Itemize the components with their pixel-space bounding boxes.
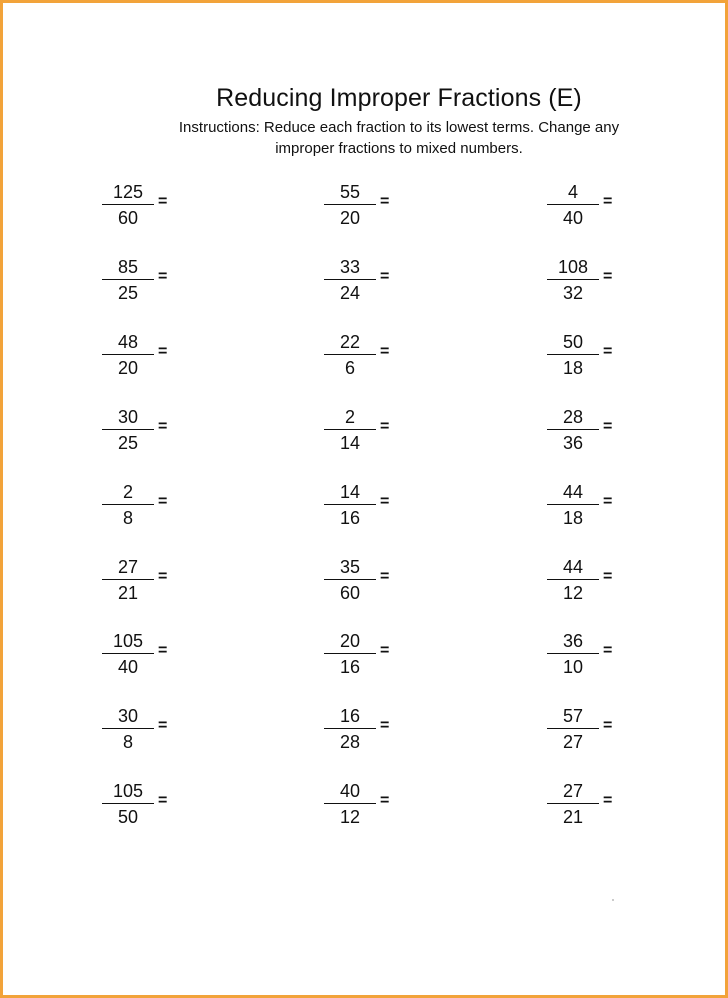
fraction: [102, 556, 154, 604]
denominator: 8: [122, 508, 133, 528]
fraction-problem: [102, 181, 192, 231]
numerator: 2: [122, 482, 133, 502]
fraction-bar: [547, 279, 599, 280]
denominator: 28: [339, 732, 361, 752]
fraction: [102, 630, 154, 678]
fraction-problem: [324, 331, 414, 381]
fraction: [324, 256, 376, 304]
numerator: 16: [339, 706, 361, 726]
equals-sign: =: [380, 268, 390, 285]
fraction-bar: [102, 653, 154, 654]
fraction: [547, 705, 599, 753]
denominator: 16: [339, 508, 361, 528]
denominator: 36: [562, 433, 584, 453]
denominator: 40: [117, 657, 139, 677]
worksheet-title: Reducing Improper Fractions (E): [216, 84, 582, 112]
equals-sign: =: [158, 493, 168, 510]
numerator: 40: [339, 781, 361, 801]
fraction-problem: [102, 780, 192, 830]
equals-sign: =: [380, 418, 390, 435]
fraction-bar: [324, 429, 376, 430]
fraction: [324, 481, 376, 529]
equals-sign: =: [158, 343, 168, 360]
scan-speck: [612, 899, 614, 901]
numerator: 44: [562, 557, 584, 577]
denominator: 25: [117, 433, 139, 453]
fraction-problem: [102, 481, 192, 531]
fraction-bar: [102, 279, 154, 280]
equals-sign: =: [158, 642, 168, 659]
denominator: 12: [562, 583, 584, 603]
fraction-bar: [102, 204, 154, 205]
fraction-bar: [547, 803, 599, 804]
fraction: [324, 331, 376, 379]
equals-sign: =: [380, 792, 390, 809]
numerator: 33: [339, 257, 361, 277]
numerator: 36: [562, 631, 584, 651]
fraction-bar: [102, 429, 154, 430]
numerator: 35: [339, 557, 361, 577]
equals-sign: =: [158, 418, 168, 435]
denominator: 8: [122, 732, 133, 752]
fraction-bar: [547, 579, 599, 580]
fraction: [324, 705, 376, 753]
denominator: 18: [562, 358, 584, 378]
fraction-bar: [324, 354, 376, 355]
fraction: [324, 630, 376, 678]
equals-sign: =: [380, 642, 390, 659]
fraction: [324, 406, 376, 454]
equals-sign: =: [380, 343, 390, 360]
denominator: 18: [562, 508, 584, 528]
fraction-problem: [102, 331, 192, 381]
equals-sign: =: [603, 193, 613, 210]
numerator: 4: [567, 182, 578, 202]
numerator: 27: [117, 557, 139, 577]
fraction-problem: [102, 406, 192, 456]
numerator: 55: [339, 182, 361, 202]
equals-sign: =: [603, 717, 613, 734]
denominator: 6: [344, 358, 355, 378]
fraction-problem: [324, 481, 414, 531]
fraction: [547, 630, 599, 678]
fraction-problem: [324, 780, 414, 830]
numerator: 105: [112, 781, 144, 801]
fraction-bar: [324, 204, 376, 205]
equals-sign: =: [158, 193, 168, 210]
fraction: [547, 181, 599, 229]
equals-sign: =: [603, 418, 613, 435]
fraction-bar: [102, 354, 154, 355]
fraction-problem: [102, 556, 192, 606]
fraction-problem: [547, 705, 637, 755]
fraction-problem: [324, 181, 414, 231]
equals-sign: =: [158, 568, 168, 585]
fraction-problem: [102, 256, 192, 306]
numerator: 27: [562, 781, 584, 801]
fraction: [547, 556, 599, 604]
fraction-bar: [324, 653, 376, 654]
denominator: 20: [117, 358, 139, 378]
equals-sign: =: [158, 717, 168, 734]
fraction: [547, 331, 599, 379]
fraction-bar: [547, 354, 599, 355]
equals-sign: =: [380, 568, 390, 585]
fraction: [324, 556, 376, 604]
denominator: 20: [339, 208, 361, 228]
numerator: 57: [562, 706, 584, 726]
fraction-problem: [324, 556, 414, 606]
denominator: 14: [339, 433, 361, 453]
numerator: 108: [557, 257, 589, 277]
fraction: [102, 256, 154, 304]
fraction: [547, 256, 599, 304]
fraction-problem: [102, 630, 192, 680]
denominator: 21: [562, 807, 584, 827]
fraction-problem: [547, 780, 637, 830]
fraction: [324, 181, 376, 229]
denominator: 24: [339, 283, 361, 303]
fraction-bar: [102, 803, 154, 804]
numerator: 48: [117, 332, 139, 352]
numerator: 50: [562, 332, 584, 352]
fraction-bar: [324, 579, 376, 580]
instructions-line-2: improper fractions to mixed numbers.: [275, 140, 523, 157]
denominator: 60: [117, 208, 139, 228]
fraction: [102, 705, 154, 753]
fraction-bar: [547, 728, 599, 729]
denominator: 32: [562, 283, 584, 303]
instructions-line-1: Instructions: Reduce each fraction to its lowest terms. Change any: [178, 119, 620, 136]
equals-sign: =: [380, 193, 390, 210]
numerator: 105: [112, 631, 144, 651]
denominator: 10: [562, 657, 584, 677]
denominator: 16: [339, 657, 361, 677]
numerator: 14: [339, 482, 361, 502]
numerator: 2: [344, 407, 355, 427]
fraction-bar: [547, 429, 599, 430]
numerator: 30: [117, 706, 139, 726]
denominator: 40: [562, 208, 584, 228]
fraction-bar: [102, 728, 154, 729]
numerator: 85: [117, 257, 139, 277]
numerator: 44: [562, 482, 584, 502]
denominator: 50: [117, 807, 139, 827]
fraction-problem: [547, 406, 637, 456]
numerator: 125: [112, 182, 144, 202]
fraction: [547, 780, 599, 828]
equals-sign: =: [603, 568, 613, 585]
numerator: 20: [339, 631, 361, 651]
fraction: [102, 331, 154, 379]
fraction-bar: [324, 279, 376, 280]
equals-sign: =: [158, 268, 168, 285]
denominator: 25: [117, 283, 139, 303]
denominator: 60: [339, 583, 361, 603]
fraction-bar: [324, 504, 376, 505]
fraction-problem: [324, 256, 414, 306]
fraction-problem: [547, 331, 637, 381]
denominator: 12: [339, 807, 361, 827]
instructions: [120, 117, 678, 159]
fraction-bar: [102, 504, 154, 505]
fraction-problem: [324, 630, 414, 680]
fraction: [102, 780, 154, 828]
denominator: 27: [562, 732, 584, 752]
fraction: [547, 406, 599, 454]
fraction: [547, 481, 599, 529]
fraction: [102, 181, 154, 229]
fraction: [102, 406, 154, 454]
fraction: [102, 481, 154, 529]
fraction-problem: [324, 406, 414, 456]
equals-sign: =: [603, 268, 613, 285]
fraction-bar: [547, 504, 599, 505]
fraction: [324, 780, 376, 828]
equals-sign: =: [603, 642, 613, 659]
fraction-problem: [547, 481, 637, 531]
equals-sign: =: [380, 493, 390, 510]
fraction-problem: [547, 630, 637, 680]
numerator: 22: [339, 332, 361, 352]
fraction-problem: [102, 705, 192, 755]
fraction-bar: [324, 728, 376, 729]
equals-sign: =: [380, 717, 390, 734]
fraction-bar: [547, 653, 599, 654]
fraction-problem: [324, 705, 414, 755]
fraction-bar: [102, 579, 154, 580]
fraction-problem: [547, 556, 637, 606]
equals-sign: =: [603, 343, 613, 360]
fraction-bar: [547, 204, 599, 205]
numerator: 28: [562, 407, 584, 427]
equals-sign: =: [603, 792, 613, 809]
fraction-bar: [324, 803, 376, 804]
denominator: 21: [117, 583, 139, 603]
equals-sign: =: [603, 493, 613, 510]
equals-sign: =: [158, 792, 168, 809]
fraction-problem: [547, 181, 637, 231]
fraction-problem: [547, 256, 637, 306]
numerator: 30: [117, 407, 139, 427]
